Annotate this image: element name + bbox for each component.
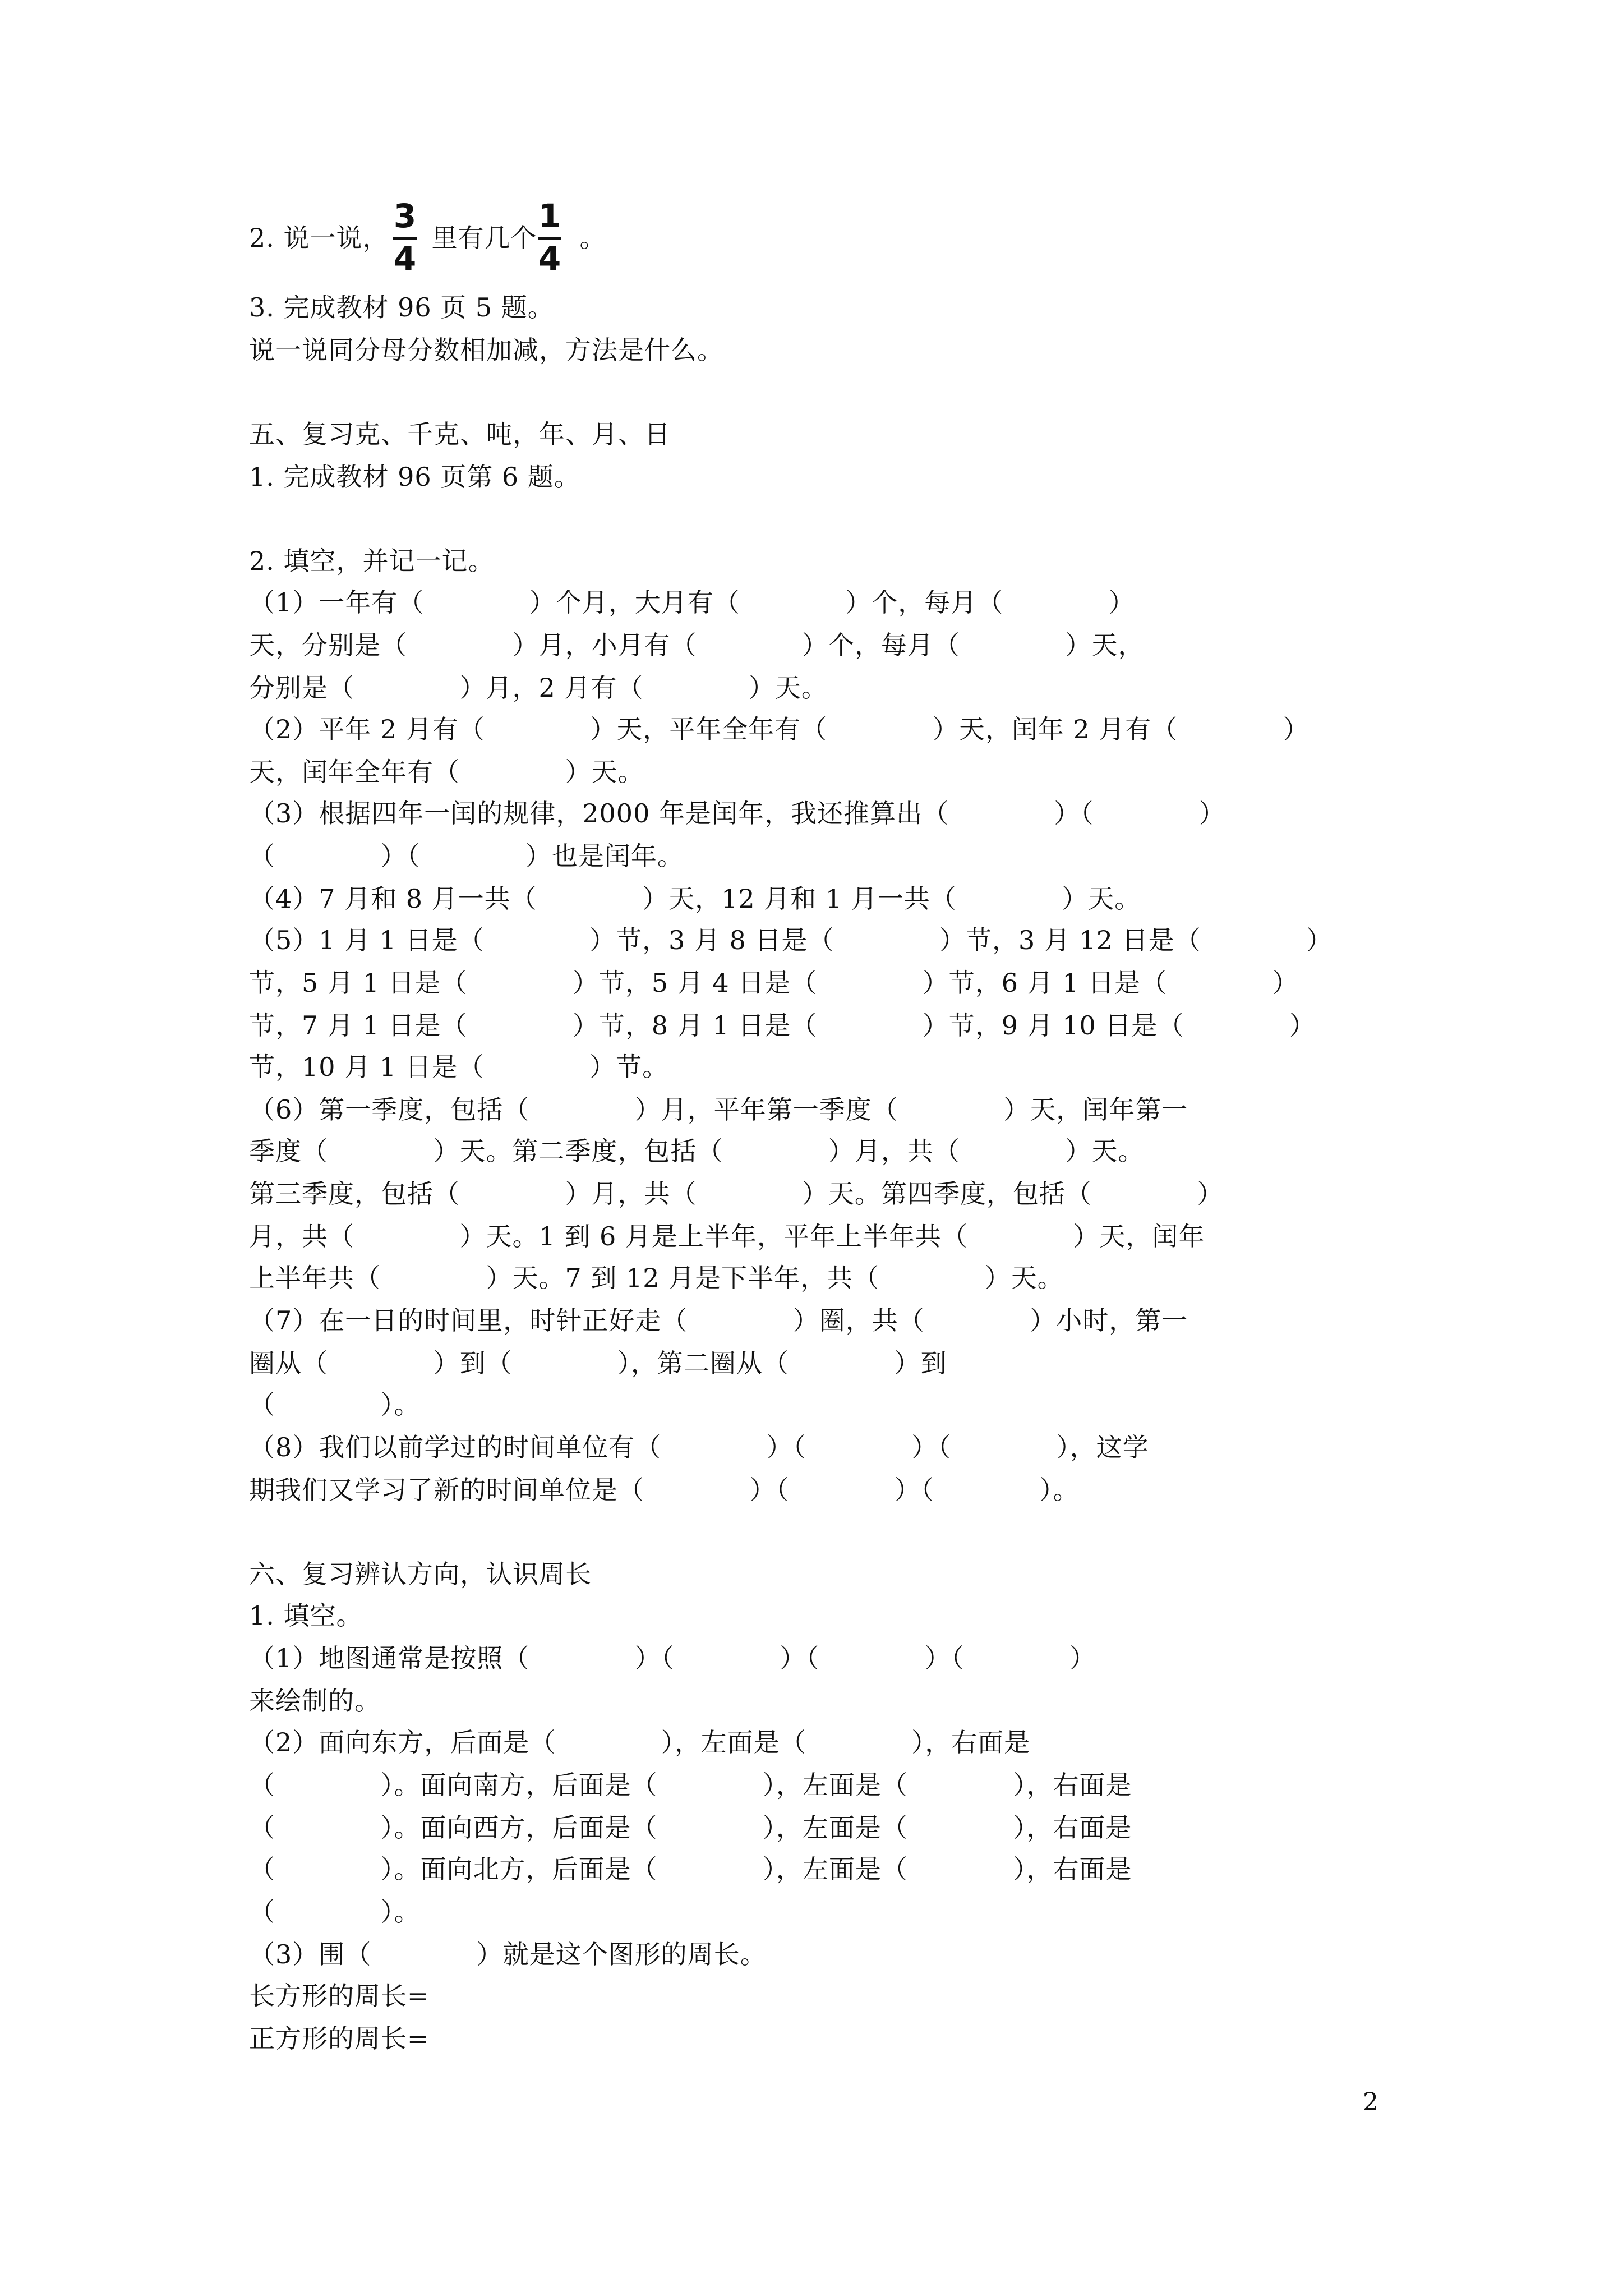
- fill-line: 节，7 月 1 日是（ ）节，8 月 1 日是（ ）节，9 月 10 日是（ ）: [249, 1010, 1316, 1041]
- fill-line: （ ）（ ）也是闰年。: [249, 841, 684, 871]
- fraction-numerator: 3: [393, 197, 417, 235]
- fill-line: 天，分别是（ ）月，小月有（ ）个，每月（ ）天，: [249, 630, 1145, 660]
- section-5-question-1: 1. 完成教材 96 页第 6 题。: [249, 462, 580, 492]
- fill-line: （2）面向东方，后面是（ ），左面是（ ），右面是: [249, 1727, 1031, 1757]
- page-number: 2: [1363, 2088, 1378, 2116]
- fill-line: 第三季度，包括（ ）月，共（ ）天。第四季度，包括（ ）: [249, 1179, 1224, 1209]
- section-5-question-2: 2. 填空，并记一记。: [249, 546, 495, 576]
- question-2-text-a: 2. 说一说，: [249, 223, 389, 253]
- fill-line: 季度（ ）天。第二季度，包括（ ）月，共（ ）天。: [249, 1136, 1145, 1166]
- fraction-numerator: 1: [538, 197, 561, 235]
- fill-line: （ ）。面向北方，后面是（ ），左面是（ ），右面是: [249, 1854, 1132, 1884]
- fill-line: （1）地图通常是按照（ ）（ ）（ ）（ ）: [249, 1643, 1096, 1673]
- question-2-text-c: 。: [579, 223, 606, 253]
- fill-line: 节，5 月 1 日是（ ）节，5 月 4 日是（ ）节，6 月 1 日是（ ）: [249, 968, 1299, 998]
- formula-line: 正方形的周长=: [249, 2023, 430, 2054]
- fill-line: 圈从（ ）到（ ），第二圈从（ ）到: [249, 1348, 947, 1378]
- formula-line: 长方形的周长=: [249, 1981, 430, 2011]
- fill-line: （7）在一日的时间里，时针正好走（ ）圈，共（ ）小时，第一: [249, 1305, 1188, 1336]
- section-6-question-1: 1. 填空。: [249, 1600, 363, 1631]
- fill-line: （ ）。面向南方，后面是（ ），左面是（ ），右面是: [249, 1770, 1132, 1800]
- fill-line: （3）围（ ）就是这个图形的周长。: [249, 1939, 767, 1970]
- fill-line: （ ）。: [249, 1389, 421, 1420]
- fill-line: 月，共（ ）天。1 到 6 月是上半年，平年上半年共（ ）天，闰年: [249, 1221, 1205, 1251]
- section-5-heading: 五、复习克、千克、吨，年、月、日: [249, 419, 671, 449]
- fill-line: 分别是（ ）月，2 月有（ ）天。: [249, 673, 828, 703]
- question-3-text: 3. 完成教材 96 页 5 题。: [249, 292, 554, 323]
- fill-line: （4）7 月和 8 月一共（ ）天，12 月和 1 月一共（ ）天。: [249, 884, 1141, 914]
- question-2-text-b: 里有几个: [431, 223, 537, 253]
- fill-line: 期我们又学习了新的时间单位是（ ）（ ）（ ）。: [249, 1475, 1080, 1505]
- fraction-denominator: 4: [538, 240, 561, 278]
- fill-line: 来绘制的。: [249, 1686, 381, 1716]
- fill-line: 天，闰年全年有（ ）天。: [249, 757, 644, 787]
- fill-line: （2）平年 2 月有（ ）天，平年全年有（ ）天，闰年 2 月有（ ）: [249, 714, 1310, 744]
- fill-line: （5）1 月 1 日是（ ）节，3 月 8 日是（ ）节，3 月 12 日是（ ）: [249, 925, 1333, 955]
- fraction-denominator: 4: [393, 240, 417, 278]
- fill-line: （ ）。面向西方，后面是（ ），左面是（ ），右面是: [249, 1812, 1132, 1843]
- fill-line: （6）第一季度，包括（ ）月，平年第一季度（ ）天，闰年第一: [249, 1094, 1188, 1125]
- fill-line: （8）我们以前学过的时间单位有（ ）（ ）（ ），这学: [249, 1432, 1149, 1462]
- section-6-heading: 六、复习辨认方向，认识周长: [249, 1559, 592, 1589]
- fill-line: （ ）。: [249, 1897, 421, 1927]
- fill-line: （3）根据四年一闰的规律，2000 年是闰年，我还推算出（ ）（ ）: [249, 798, 1225, 829]
- fill-line: 节，10 月 1 日是（ ）节。: [249, 1052, 669, 1082]
- fill-line: （1）一年有（ ）个月，大月有（ ）个，每月（ ）: [249, 587, 1135, 618]
- question-3-note: 说一说同分母分数相加减，方法是什么。: [249, 335, 723, 365]
- fill-line: 上半年共（ ）天。7 到 12 月是下半年，共（ ）天。: [249, 1263, 1064, 1293]
